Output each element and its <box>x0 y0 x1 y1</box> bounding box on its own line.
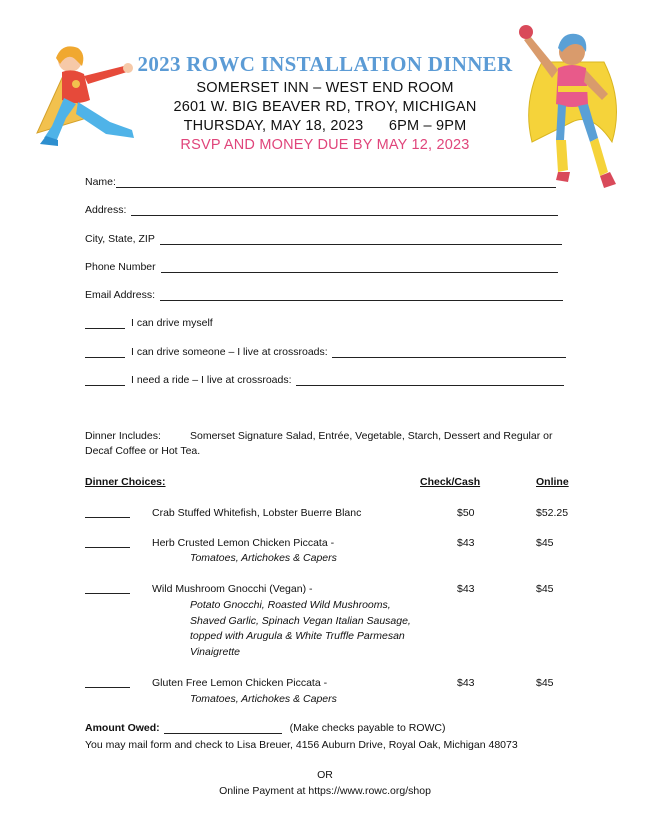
name-label: Name: <box>85 176 116 188</box>
choice-2-select-line[interactable] <box>85 538 130 548</box>
choice-1-online-price: $52.25 <box>536 507 569 519</box>
name-input-line[interactable] <box>116 178 556 188</box>
need-ride-crossroads-line[interactable] <box>296 376 564 386</box>
online-column-header: Online <box>536 476 569 488</box>
phone-field[interactable] <box>85 261 558 273</box>
amount-owed-field[interactable] <box>85 722 445 734</box>
mail-instructions: You may mail form and check to Lisa Breuer, 4156 Auburn Drive, Royal Oak, Michigan 48073 <box>85 739 518 751</box>
amount-owed-input-line[interactable] <box>164 724 282 734</box>
amount-owed-label: Amount Owed: <box>85 722 160 734</box>
dinner-includes-text: Somerset Signature Salad, Entrée, Vegetable, Starch, Dessert and Regular or <box>190 430 553 442</box>
address-line: 2601 W. BIG BEAVER RD, TROY, MICHIGAN <box>173 99 477 115</box>
choice-4-description: Tomatoes, Artichokes & Capers <box>190 693 337 705</box>
email-label: Email Address: <box>85 289 156 301</box>
choice-3-description-line-4: Vinaigrette <box>190 645 241 658</box>
name-field[interactable] <box>85 176 556 188</box>
choice-3-select-line[interactable] <box>85 584 130 594</box>
choice-4-online-price: $45 <box>536 677 554 689</box>
city-state-zip-input-line[interactable] <box>160 235 562 245</box>
address-input-line[interactable] <box>131 206 558 216</box>
choice-4-select-line[interactable] <box>85 678 130 688</box>
choice-3-description-line-3: topped with Arugula & White Truffle Parmesan <box>190 630 405 642</box>
choice-2-check-price: $43 <box>457 537 475 549</box>
checks-payable-note: (Make checks payable to ROWC) <box>289 722 446 734</box>
drive-self-check-line[interactable] <box>85 319 125 329</box>
drive-other-check-line[interactable] <box>85 348 125 358</box>
choice-3-name: Wild Mushroom Gnocchi (Vegan) - <box>152 583 313 595</box>
datetime-line: THURSDAY, MAY 18, 2023 6PM – 9PM <box>183 118 467 134</box>
dinner-includes-text-cont: Decaf Coffee or Hot Tea. <box>85 445 201 457</box>
need-ride-check-line[interactable] <box>85 376 125 386</box>
online-payment-info: Online Payment at https://www.rowc.org/shop <box>219 785 431 797</box>
need-ride-option[interactable] <box>85 374 564 386</box>
dinner-choices-header: Dinner Choices: <box>85 476 166 488</box>
choice-4-name: Gluten Free Lemon Chicken Piccata - <box>152 677 328 689</box>
drive-self-label: I can drive myself <box>131 317 213 329</box>
choice-3-description-line-2: Shaved Garlic, Spinach Vegan Italian Sausage, <box>190 614 411 627</box>
page-title: 2023 ROWC INSTALLATION DINNER <box>137 52 513 76</box>
choice-3-check-price: $43 <box>457 583 475 595</box>
choice-4-check-price: $43 <box>457 677 475 689</box>
or-separator: OR <box>317 769 333 781</box>
need-ride-label: I need a ride – I live at crossroads: <box>131 374 292 386</box>
email-input-line[interactable] <box>160 291 563 301</box>
choice-3-online-price: $45 <box>536 583 554 595</box>
phone-input-line[interactable] <box>161 263 558 273</box>
drive-self-option[interactable] <box>85 317 213 329</box>
choice-1-check-price: $50 <box>457 507 475 519</box>
address-label: Address: <box>85 204 127 216</box>
choice-2-name: Herb Crusted Lemon Chicken Piccata - <box>152 537 335 549</box>
choice-2-description: Tomatoes, Artichokes & Capers <box>190 552 337 564</box>
email-field[interactable] <box>85 289 563 301</box>
rsvp-deadline: RSVP AND MONEY DUE BY MAY 12, 2023 <box>180 137 470 153</box>
choice-2-online-price: $45 <box>536 537 554 549</box>
city-state-zip-label: City, State, ZIP <box>85 233 155 245</box>
check-cash-column-header: Check/Cash <box>420 476 481 488</box>
drive-other-label: I can drive someone – I live at crossroads: <box>131 346 328 358</box>
choice-1-name: Crab Stuffed Whitefish, Lobster Buerre Blanc <box>152 507 362 519</box>
venue-line: SOMERSET INN – WEST END ROOM <box>196 80 454 96</box>
phone-label: Phone Number <box>85 261 156 273</box>
address-field[interactable] <box>85 204 558 216</box>
dinner-includes-label: Dinner Includes: <box>85 430 161 442</box>
city-state-zip-field[interactable] <box>85 233 562 245</box>
drive-other-option[interactable] <box>85 346 566 358</box>
choice-1-select-line[interactable] <box>85 508 130 518</box>
drive-other-crossroads-line[interactable] <box>332 348 566 358</box>
choice-3-description-line-1: Potato Gnocchi, Roasted Wild Mushrooms, <box>190 599 391 611</box>
